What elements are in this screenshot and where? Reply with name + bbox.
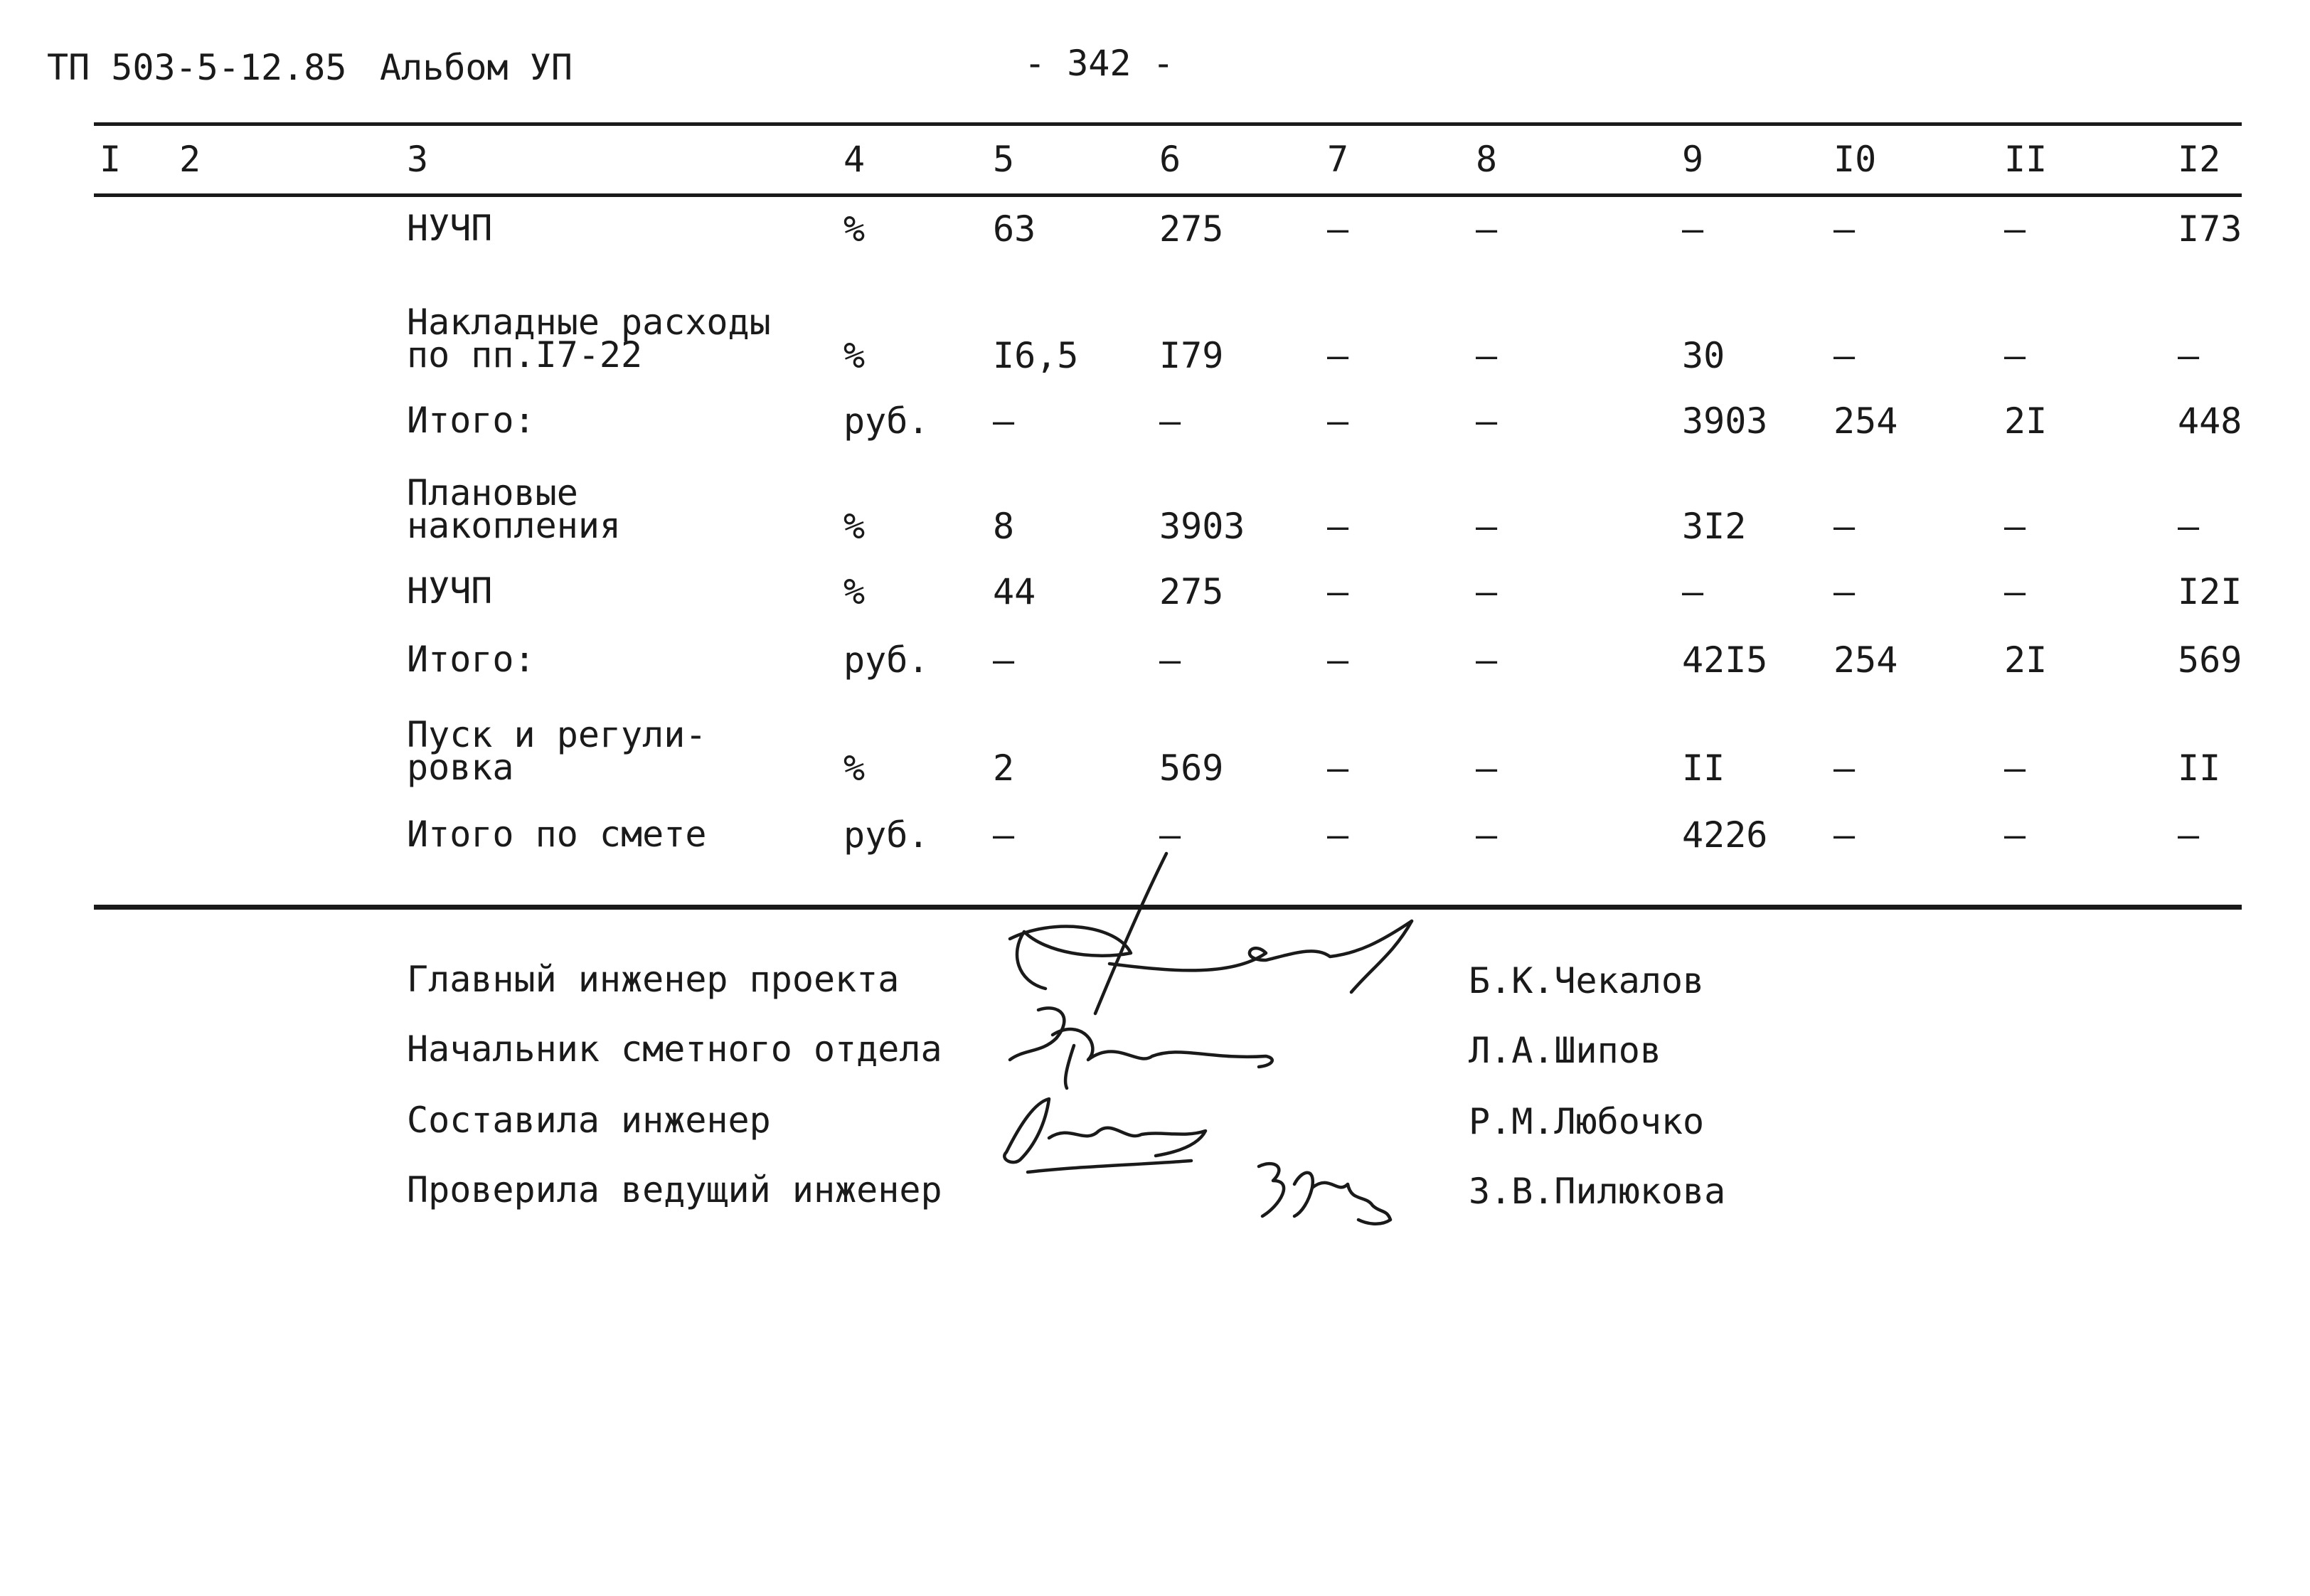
signature-head-of-estimates bbox=[996, 996, 1294, 1095]
table-cell: – bbox=[1327, 814, 1349, 856]
row-label: Итого по смете bbox=[407, 814, 707, 855]
signatory-name: Л.А.Шипов bbox=[1469, 1030, 1661, 1071]
table-cell: 3903 bbox=[1682, 400, 1768, 442]
page-number: - 342 - bbox=[1024, 43, 1174, 84]
table-cell: – bbox=[1476, 400, 1498, 442]
document-code: ТП 503-5-12.85 bbox=[47, 47, 347, 88]
table-cell: 275 bbox=[1159, 208, 1224, 250]
table-cell: 30 bbox=[1682, 335, 1725, 376]
signatory-name: З.В.Пилюкова bbox=[1469, 1171, 1726, 1212]
table-cell: I73 bbox=[2178, 208, 2242, 250]
table-cell: 448 bbox=[2178, 400, 2242, 442]
table-cell: – bbox=[2004, 335, 2026, 376]
table-cell: руб. bbox=[843, 400, 930, 442]
table-cell: руб. bbox=[843, 814, 930, 856]
table-cell: – bbox=[1476, 335, 1498, 376]
table-cell: – bbox=[1833, 335, 1856, 376]
table-cell: – bbox=[2178, 506, 2200, 547]
table-top-rule bbox=[94, 122, 2242, 126]
table-cell: – bbox=[1327, 748, 1349, 789]
table-cell: – bbox=[1476, 208, 1498, 250]
signature-role: Главный инженер проекта bbox=[407, 959, 900, 1000]
table-cell: – bbox=[1159, 639, 1181, 681]
table-cell: II bbox=[2178, 748, 2221, 789]
table-cell: – bbox=[993, 639, 1015, 681]
signatory-name: Б.К.Чекалов bbox=[1469, 960, 1705, 1001]
table-cell: – bbox=[1476, 571, 1498, 612]
table-cell: – bbox=[1159, 400, 1181, 442]
table-cell: II bbox=[1682, 748, 1725, 789]
table-cell: – bbox=[1833, 506, 1856, 547]
row-label: Итого: bbox=[407, 639, 536, 680]
table-cell: 2I bbox=[2004, 400, 2048, 442]
table-cell: – bbox=[2004, 814, 2026, 856]
table-cell: – bbox=[1833, 814, 1856, 856]
table-cell: – bbox=[1476, 748, 1498, 789]
table-cell: – bbox=[1833, 748, 1856, 789]
table-cell: 63 bbox=[993, 208, 1036, 250]
table-cell: – bbox=[2004, 571, 2026, 612]
table-cell: 254 bbox=[1833, 639, 1898, 681]
table-cell: – bbox=[1682, 571, 1704, 612]
column-header-5: 5 bbox=[993, 139, 1015, 180]
table-cell: I79 bbox=[1159, 335, 1224, 376]
table-cell: 275 bbox=[1159, 571, 1224, 612]
table-cell: 44 bbox=[993, 571, 1036, 612]
column-header-rule bbox=[94, 193, 2242, 197]
table-cell: 8 bbox=[993, 506, 1015, 547]
table-cell: % bbox=[843, 335, 866, 376]
table-cell: – bbox=[1327, 639, 1349, 681]
table-cell: 3I2 bbox=[1682, 506, 1747, 547]
table-cell: – bbox=[1833, 208, 1856, 250]
column-header-8: 8 bbox=[1476, 139, 1498, 180]
column-header-11: II bbox=[2004, 139, 2048, 180]
signature-chief-engineer bbox=[996, 846, 1437, 1017]
table-cell: I2I bbox=[2178, 571, 2242, 612]
table-cell: % bbox=[843, 208, 866, 250]
column-header-2: 2 bbox=[179, 139, 201, 180]
column-header-6: 6 bbox=[1159, 139, 1181, 180]
signature-role: Проверила ведущий инженер bbox=[407, 1169, 942, 1211]
table-cell: – bbox=[1327, 400, 1349, 442]
table-cell: – bbox=[993, 814, 1015, 856]
table-cell: – bbox=[1682, 208, 1704, 250]
row-label: Плановые bbox=[407, 472, 578, 514]
table-cell: – bbox=[1833, 571, 1856, 612]
table-cell: % bbox=[843, 571, 866, 612]
row-label: Итого: bbox=[407, 400, 536, 441]
row-label: Накладные расходы bbox=[407, 302, 771, 343]
table-cell: 254 bbox=[1833, 400, 1898, 442]
row-label: НУЧП bbox=[407, 208, 493, 249]
table-cell: 2I bbox=[2004, 639, 2048, 681]
column-header-10: I0 bbox=[1833, 139, 1877, 180]
column-header-3: 3 bbox=[407, 139, 429, 180]
table-cell: % bbox=[843, 748, 866, 789]
table-cell: – bbox=[2004, 506, 2026, 547]
table-cell: % bbox=[843, 506, 866, 547]
row-label: накопления bbox=[407, 505, 622, 546]
row-label: ровка bbox=[407, 747, 514, 788]
table-cell: 569 bbox=[2178, 639, 2242, 681]
row-label: Пуск и регули- bbox=[407, 714, 707, 755]
table-cell: I6,5 bbox=[993, 335, 1079, 376]
album-label: Альбом УП bbox=[380, 47, 573, 88]
table-cell: руб. bbox=[843, 639, 930, 681]
column-header-1: I bbox=[100, 139, 122, 180]
row-label: по пп.I7-22 bbox=[407, 334, 643, 376]
table-cell: – bbox=[1327, 506, 1349, 547]
table-cell: – bbox=[1476, 506, 1498, 547]
signature-role: Составила инженер bbox=[407, 1100, 771, 1141]
table-cell: – bbox=[2178, 814, 2200, 856]
table-cell: 3903 bbox=[1159, 506, 1245, 547]
table-cell: – bbox=[1476, 639, 1498, 681]
table-cell: – bbox=[993, 400, 1015, 442]
row-label: НУЧП bbox=[407, 570, 493, 612]
column-header-4: 4 bbox=[843, 139, 866, 180]
table-cell: 2 bbox=[993, 748, 1015, 789]
table-cell: – bbox=[2178, 335, 2200, 376]
signature-checker bbox=[1245, 1152, 1401, 1230]
column-header-7: 7 bbox=[1327, 139, 1349, 180]
signature-compiler bbox=[985, 1088, 1220, 1181]
table-cell: 569 bbox=[1159, 748, 1224, 789]
signature-role: Начальник сметного отдела bbox=[407, 1028, 942, 1070]
table-cell: – bbox=[1327, 335, 1349, 376]
table-cell: – bbox=[1476, 814, 1498, 856]
table-cell: – bbox=[1327, 208, 1349, 250]
table-cell: – bbox=[2004, 208, 2026, 250]
column-header-9: 9 bbox=[1682, 139, 1704, 180]
table-cell: – bbox=[1327, 571, 1349, 612]
table-cell: – bbox=[1159, 814, 1181, 856]
table-cell: 42I5 bbox=[1682, 639, 1768, 681]
signatory-name: Р.М.Любочко bbox=[1469, 1101, 1705, 1142]
table-cell: – bbox=[2004, 748, 2026, 789]
column-header-12: I2 bbox=[2178, 139, 2221, 180]
table-cell: 4226 bbox=[1682, 814, 1768, 856]
